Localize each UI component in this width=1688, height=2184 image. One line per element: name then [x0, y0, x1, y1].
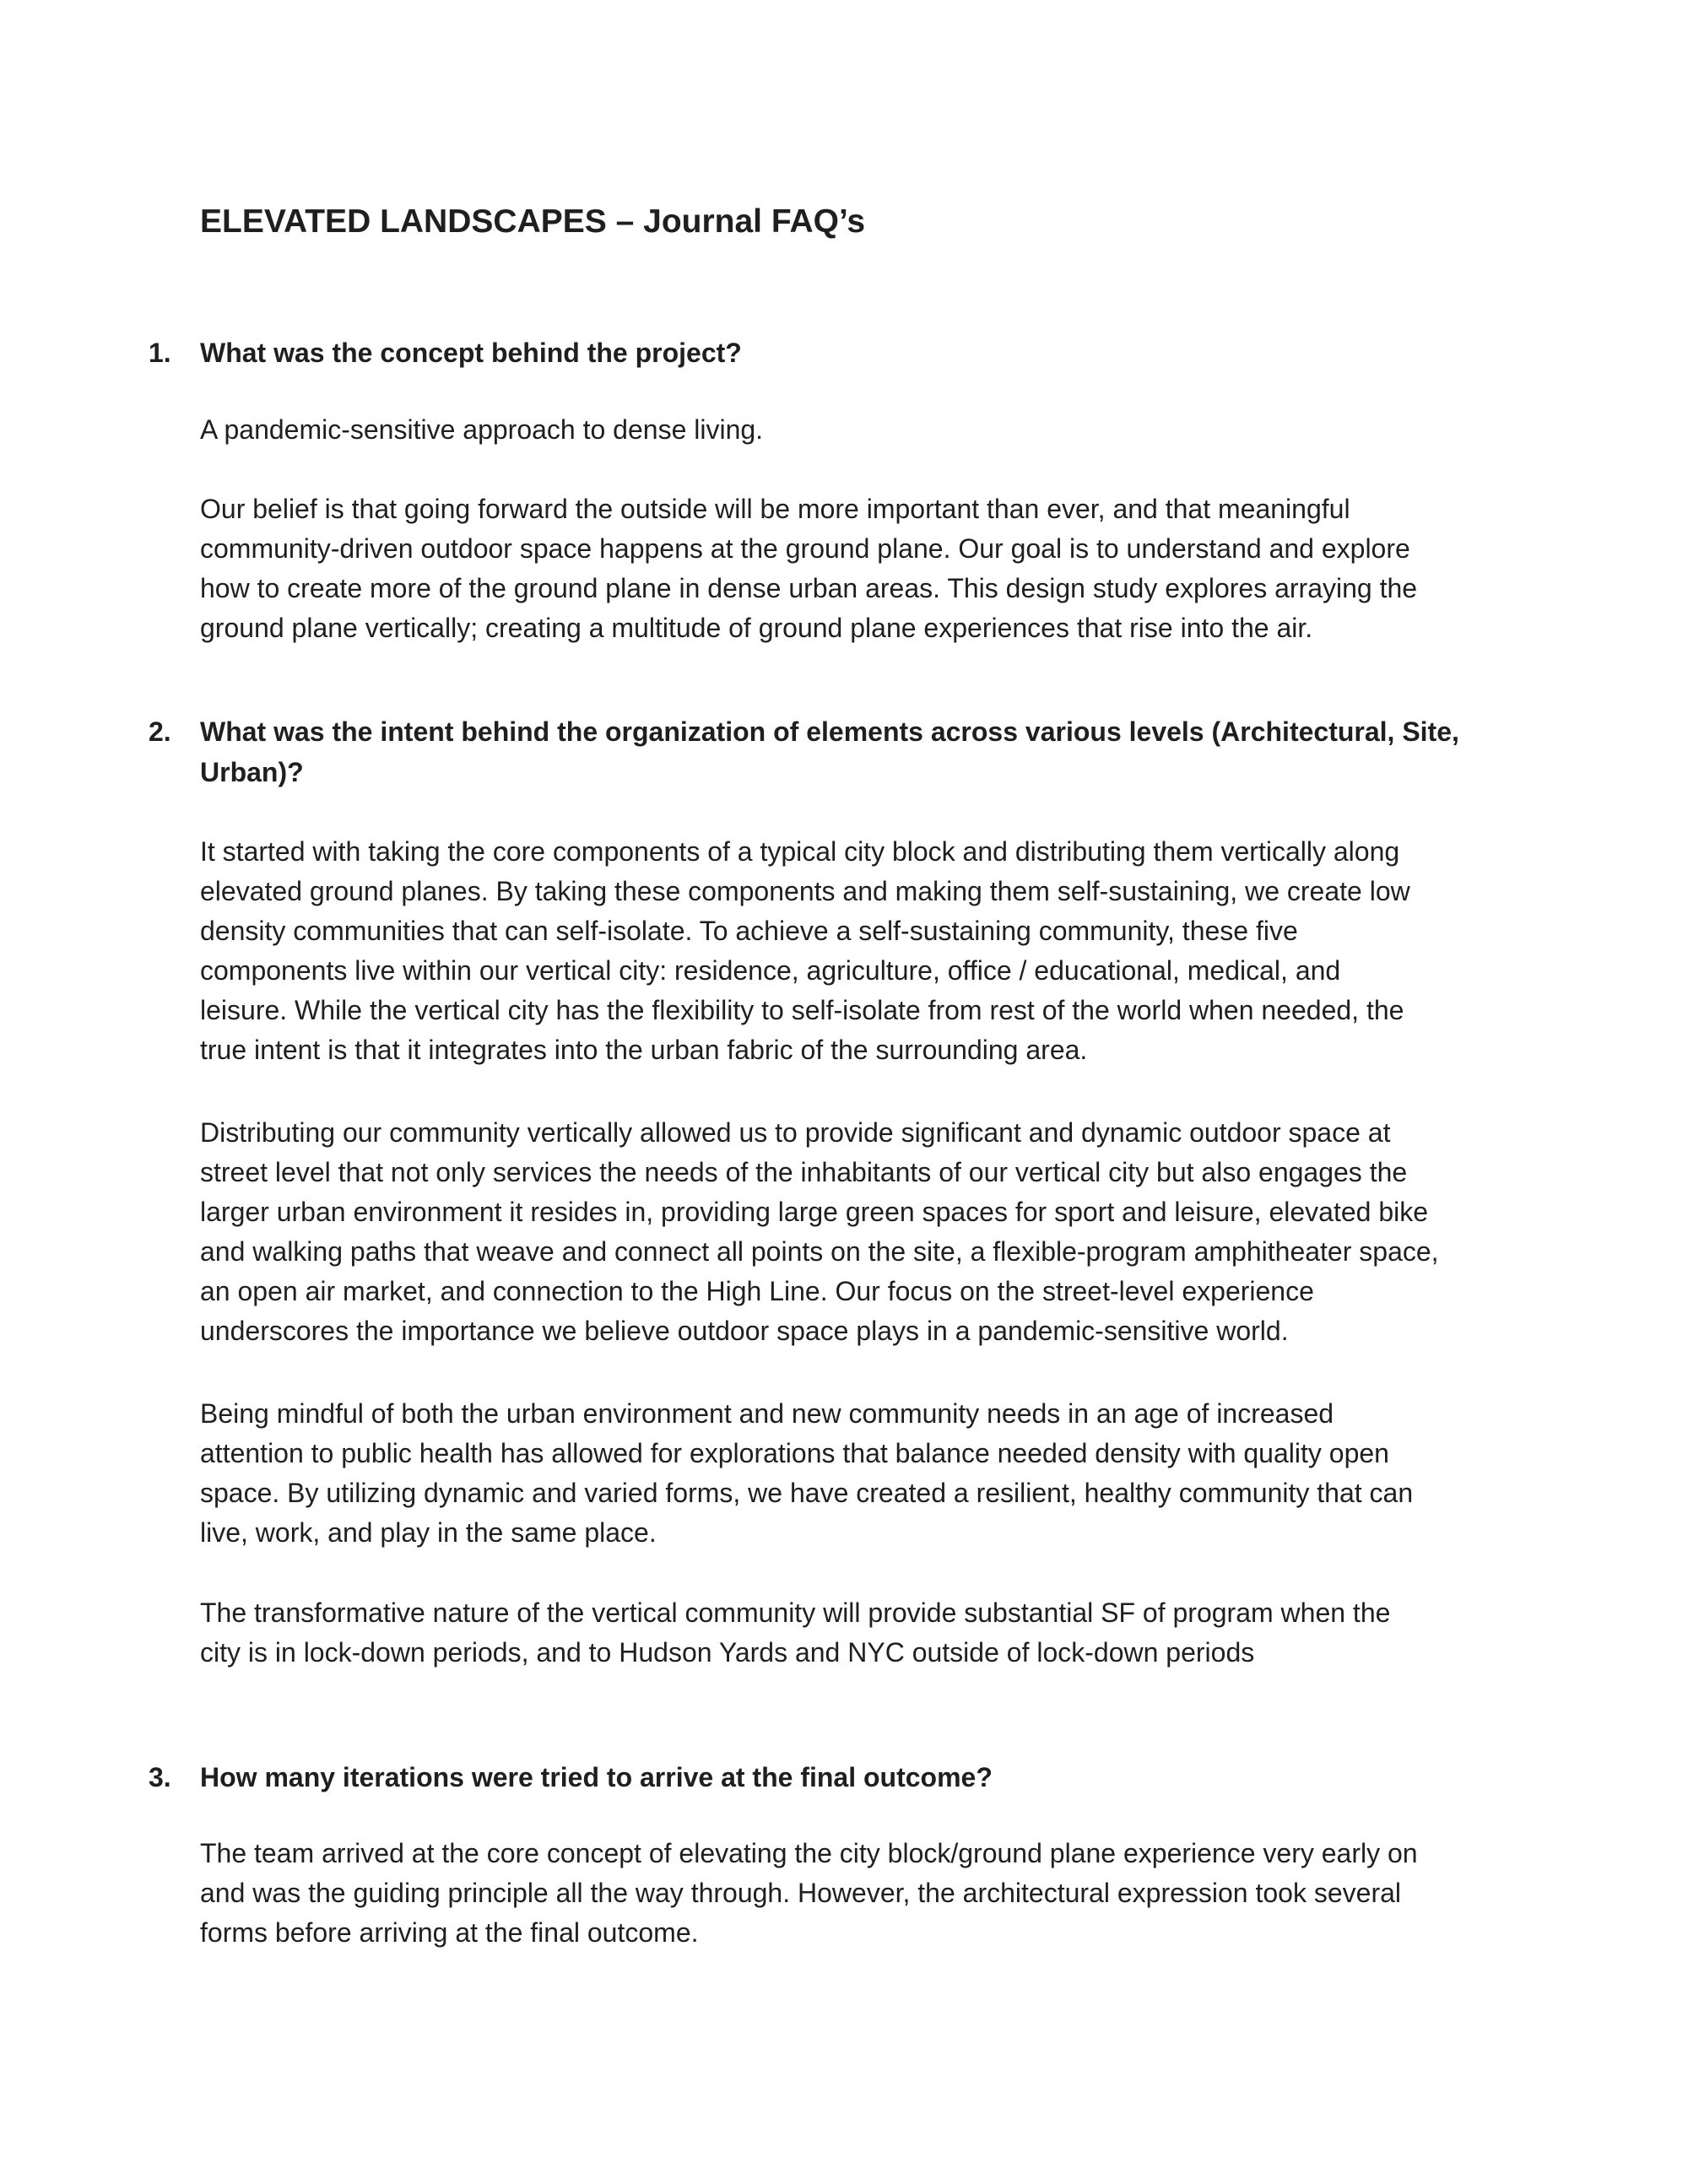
answer-line: live, work, and play in the same place. [200, 1517, 657, 1548]
question-number: 2. [149, 716, 171, 747]
answer-line: an open air market, and connection to the High Line. Our focus on the street-level experience [200, 1276, 1314, 1306]
question-text: What was the concept behind the project? [200, 338, 742, 368]
answer-line: and was the guiding principle all the way through. However, the architectural expression took several [200, 1878, 1402, 1908]
answer-line: The transformative nature of the vertical community will provide substantial SF of program when the [200, 1597, 1391, 1628]
question-line: Urban)? [200, 757, 304, 787]
answer-line: community-driven outdoor space happens at the ground plane. Our goal is to understand and explore [200, 533, 1410, 564]
answer-line: Distributing our community vertically allowed us to provide significant and dynamic outdoor space at [200, 1117, 1391, 1148]
answer-paragraph [200, 1593, 1512, 1673]
faq-question-3 [149, 1757, 1499, 1797]
answer-paragraph [200, 410, 1512, 450]
answer-paragraph [200, 1834, 1512, 1953]
answer-paragraph [200, 832, 1512, 1070]
answer-line: Our belief is that going forward the outside will be more important than ever, and that meaningful [200, 494, 1350, 524]
answer-line: Being mindful of both the urban environment and new community needs in an age of increased [200, 1398, 1334, 1429]
question-number: 3. [149, 1762, 171, 1792]
answer-line: space. By utilizing dynamic and varied forms, we have created a resilient, healthy community that can [200, 1478, 1414, 1508]
answer-line: how to create more of the ground plane in dense urban areas. This design study explores arraying the [200, 573, 1418, 603]
faq-question-2 [149, 711, 1499, 792]
answer-paragraph [200, 1394, 1512, 1553]
answer-paragraph [200, 489, 1512, 648]
faq-question-1 [149, 332, 1499, 373]
question-number: 1. [149, 338, 171, 368]
answer-line: It started with taking the core components of a typical city block and distributing them vertically along [200, 836, 1400, 867]
question-line: What was the intent behind the organization of elements across various levels (Architectural, Site, [200, 716, 1459, 747]
answer-line: density communities that can self-isolate. To achieve a self-sustaining community, these five [200, 916, 1298, 946]
answer-line: true intent is that it integrates into the urban fabric of the surrounding area. [200, 1035, 1088, 1065]
answer-line: The team arrived at the core concept of elevating the city block/ground plane experience very early on [200, 1838, 1418, 1868]
answer-line: street level that not only services the needs of the inhabitants of our vertical city but also engages the [200, 1157, 1408, 1187]
answer-line: A pandemic-sensitive approach to dense living. [200, 414, 764, 445]
question-text: How many iterations were tried to arrive at the final outcome? [200, 1762, 993, 1792]
answer-line: city is in lock-down periods, and to Hudson Yards and NYC outside of lock-down periods [200, 1637, 1255, 1668]
answer-line: underscores the importance we believe outdoor space plays in a pandemic-sensitive world. [200, 1316, 1289, 1346]
answer-line: components live within our vertical city: residence, agriculture, office / educational, medical, and [200, 955, 1341, 986]
answer-paragraph [200, 1113, 1512, 1351]
answer-line: ground plane vertically; creating a multitude of ground plane experiences that rise into the air. [200, 613, 1313, 643]
answer-line: elevated ground planes. By taking these components and making them self-sustaining, we create low [200, 876, 1410, 906]
document-title: ELEVATED LANDSCAPES – Journal FAQ’s [200, 203, 866, 240]
answer-line: attention to public health has allowed for explorations that balance needed density with quality open [200, 1438, 1389, 1468]
question-text [200, 711, 1466, 792]
answer-line: and walking paths that weave and connect all points on the site, a flexible-program amphitheater space, [200, 1236, 1439, 1267]
answer-line: larger urban environment it resides in, providing large green spaces for sport and leisure, elevated bike [200, 1197, 1429, 1227]
answer-line: leisure. While the vertical city has the flexibility to self-isolate from rest of the world when needed, the [200, 995, 1404, 1025]
answer-line: forms before arriving at the final outcome. [200, 1917, 699, 1948]
